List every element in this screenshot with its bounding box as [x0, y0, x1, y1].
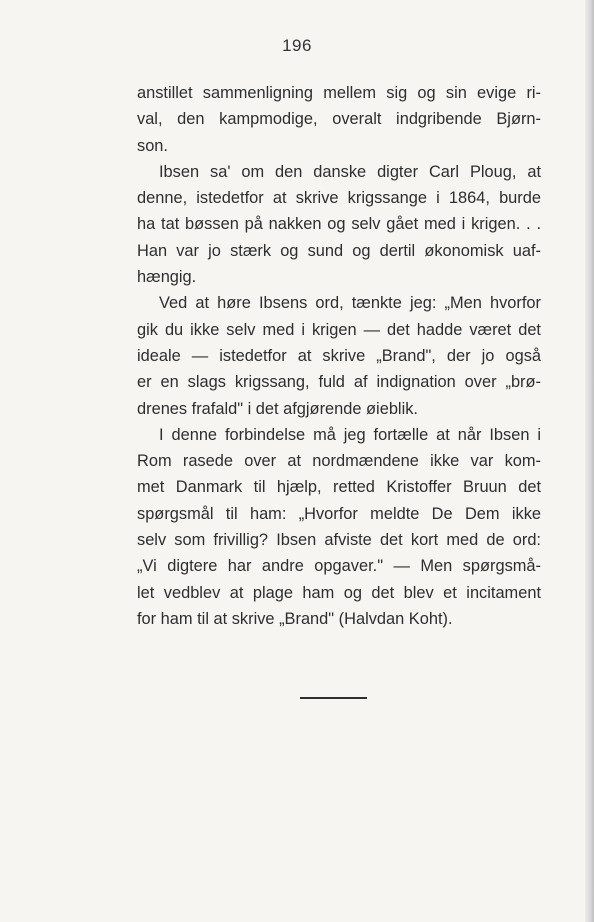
- text-line: er en slags krigssang, fuld af indignation over „brø-: [137, 373, 541, 392]
- text-line: met Danmark til hjælp, retted Kristoffer Bruun det: [137, 478, 541, 497]
- text-line: let vedblev at plage ham og det blev et incitament: [137, 583, 541, 602]
- text-line: Ibsen sa' om den danske digter Carl Ploug, at: [159, 162, 541, 181]
- text-line: hængig.: [137, 268, 197, 287]
- text-line: „Vi digtere har andre opgaver." — Men spørgsmå-: [137, 557, 541, 576]
- text-line: Rom rasede over at nordmændene ikke var kom-: [137, 452, 541, 471]
- text-line: ideale — istedetfor at skrive „Brand", der jo også: [137, 346, 541, 365]
- text-line: val, den kampmodige, overalt indgribende Bjørn-: [137, 110, 541, 129]
- text-line: son.: [137, 136, 168, 155]
- text-line: Han var jo stærk og sund og dertil økonomisk uaf-: [137, 241, 541, 260]
- text-line: selv som frivillig? Ibsen afviste det kort med de ord:: [137, 531, 541, 550]
- page-number: 196: [282, 36, 312, 55]
- text-line: for ham til at skrive „Brand" (Halvdan Koht).: [137, 609, 453, 628]
- text-line: spørgsmål til ham: „Hvorfor meldte De Dem ikke: [137, 504, 541, 523]
- text-line: Ved at høre Ibsens ord, tænkte jeg: „Men hvorfor: [159, 294, 541, 313]
- text-line: anstillet sammenligning mellem sig og sin evige ri-: [137, 84, 541, 102]
- page-edge-shadow: [585, 0, 594, 922]
- body-text: [137, 80, 541, 632]
- text-line: denne, istedetfor at skrive krigssange i 1864, burde: [137, 189, 541, 208]
- text-line: gik du ikke selv med i krigen — det hadde været det: [137, 320, 541, 339]
- section-end-rule: [300, 697, 367, 699]
- text-line: drenes frafald" i det afgjørende øieblik.: [137, 399, 418, 418]
- text-line: ha tat bøssen på nakken og selv gået med i krigen. . .: [137, 215, 541, 234]
- text-line: I denne forbindelse må jeg fortælle at når Ibsen i: [159, 425, 541, 444]
